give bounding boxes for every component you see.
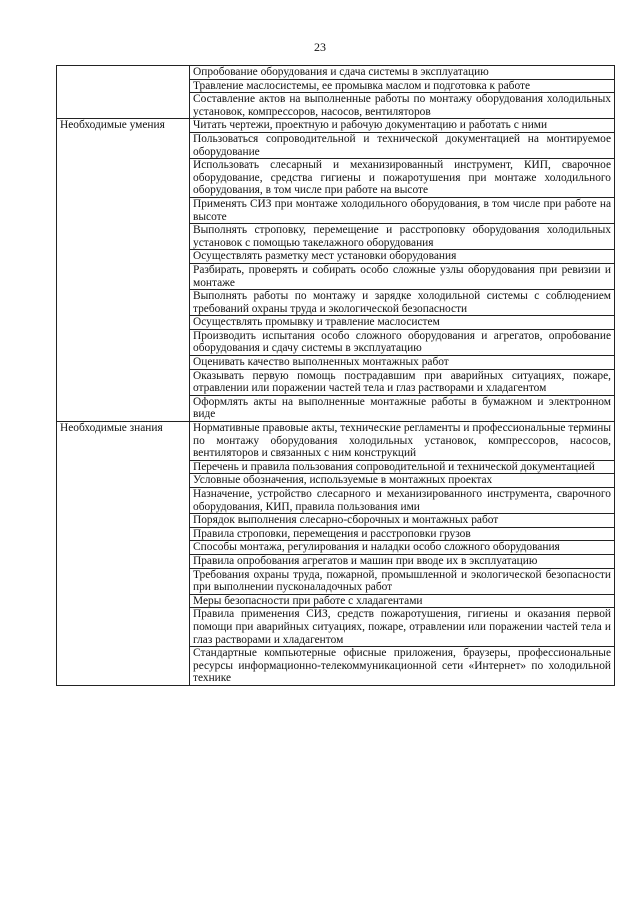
requirement-item: Стандартные компьютерные офисные приложения, браузеры, профессиональные ресурсы информационно-телекоммуникационной сети «Интернет» по холодильной технике xyxy=(190,647,615,686)
requirement-item: Оказывать первую помощь пострадавшим при аварийных ситуациях, пожаре, отравлении или поражении частей тела и глаз растворами и хладагентом xyxy=(190,369,615,395)
competency-table xyxy=(56,65,615,686)
table-row xyxy=(57,422,615,461)
section-label xyxy=(57,66,190,119)
requirement-item: Оформлять акты на выполненные монтажные работы в бумажном и электронном виде xyxy=(190,395,615,421)
requirement-item: Порядок выполнения слесарно-сборочных и монтажных работ xyxy=(190,514,615,528)
requirement-item: Перечень и правила пользования сопроводительной и технической документацией xyxy=(190,460,615,474)
requirement-item: Правила применения СИЗ, средств пожаротушения, гигиены и оказания первой помощи при аварийных ситуациях, пожаре, отравлении или поражении частей тела и глаз растворами и хладагентом xyxy=(190,608,615,647)
requirement-item: Назначение, устройство слесарного и механизированного инструмента, сварочного оборудования, КИП, правила пользования ими xyxy=(190,488,615,514)
requirement-item: Применять СИЗ при монтаже холодильного оборудования, в том числе при работе на высоте xyxy=(190,197,615,223)
requirement-item: Травление маслосистемы, ее промывка маслом и подготовка к работе xyxy=(190,79,615,93)
requirement-item: Условные обозначения, используемые в монтажных проектах xyxy=(190,474,615,488)
requirement-item: Оценивать качество выполненных монтажных работ xyxy=(190,356,615,370)
requirement-item: Меры безопасности при работе с хладагентами xyxy=(190,594,615,608)
requirement-item: Опробование оборудования и сдача системы в эксплуатацию xyxy=(190,66,615,80)
requirement-item: Правила строповки, перемещения и расстроповки грузов xyxy=(190,527,615,541)
requirement-item: Выполнять работы по монтажу и зарядке холодильной системы с соблюдением требований охраны труда и экологической безопасности xyxy=(190,290,615,316)
section-label: Необходимые умения xyxy=(57,119,190,422)
requirement-item: Использовать слесарный и механизированный инструмент, КИП, сварочное оборудование, средства гигиены и пожаротушения при монтаже холодильного оборудования, в том числе при работе на высоте xyxy=(190,159,615,198)
requirement-item: Выполнять строповку, перемещение и расстроповку оборудования холодильных установок с помощью такелажного оборудования xyxy=(190,224,615,250)
requirement-item: Требования охраны труда, пожарной, промышленной и экологической безопасности при выполнении пусконаладочных работ xyxy=(190,568,615,594)
requirement-item: Читать чертежи, проектную и рабочую документацию и работать с ними xyxy=(190,119,615,133)
table-body xyxy=(57,66,615,686)
section-label: Необходимые знания xyxy=(57,422,190,686)
requirement-item: Осуществлять промывку и травление маслосистем xyxy=(190,316,615,330)
requirement-item: Производить испытания особо сложного оборудования и агрегатов, опробование оборудования и сдачу системы в эксплуатацию xyxy=(190,329,615,355)
requirement-item: Разбирать, проверять и собирать особо сложные узлы оборудования при ревизии и монтаже xyxy=(190,263,615,289)
requirement-item: Правила опробования агрегатов и машин при вводе их в эксплуатацию xyxy=(190,554,615,568)
requirement-item: Способы монтажа, регулирования и наладки особо сложного оборудования xyxy=(190,541,615,555)
table-row xyxy=(57,119,615,133)
page-number: 23 xyxy=(314,40,326,54)
requirement-item: Нормативные правовые акты, технические регламенты и профессиональные термины по монтажу оборудования холодильных установок, компрессоров, насосов, вентиляторов и связанных с ним конструкций xyxy=(190,422,615,461)
requirement-item: Осуществлять разметку мест установки оборудования xyxy=(190,250,615,264)
requirement-item: Пользоваться сопроводительной и технической документацией на монтируемое оборудование xyxy=(190,132,615,158)
requirement-item: Составление актов на выполненные работы по монтажу оборудования холодильных установок, компрессоров, насосов, вентиляторов xyxy=(190,93,615,119)
table-row xyxy=(57,66,615,80)
